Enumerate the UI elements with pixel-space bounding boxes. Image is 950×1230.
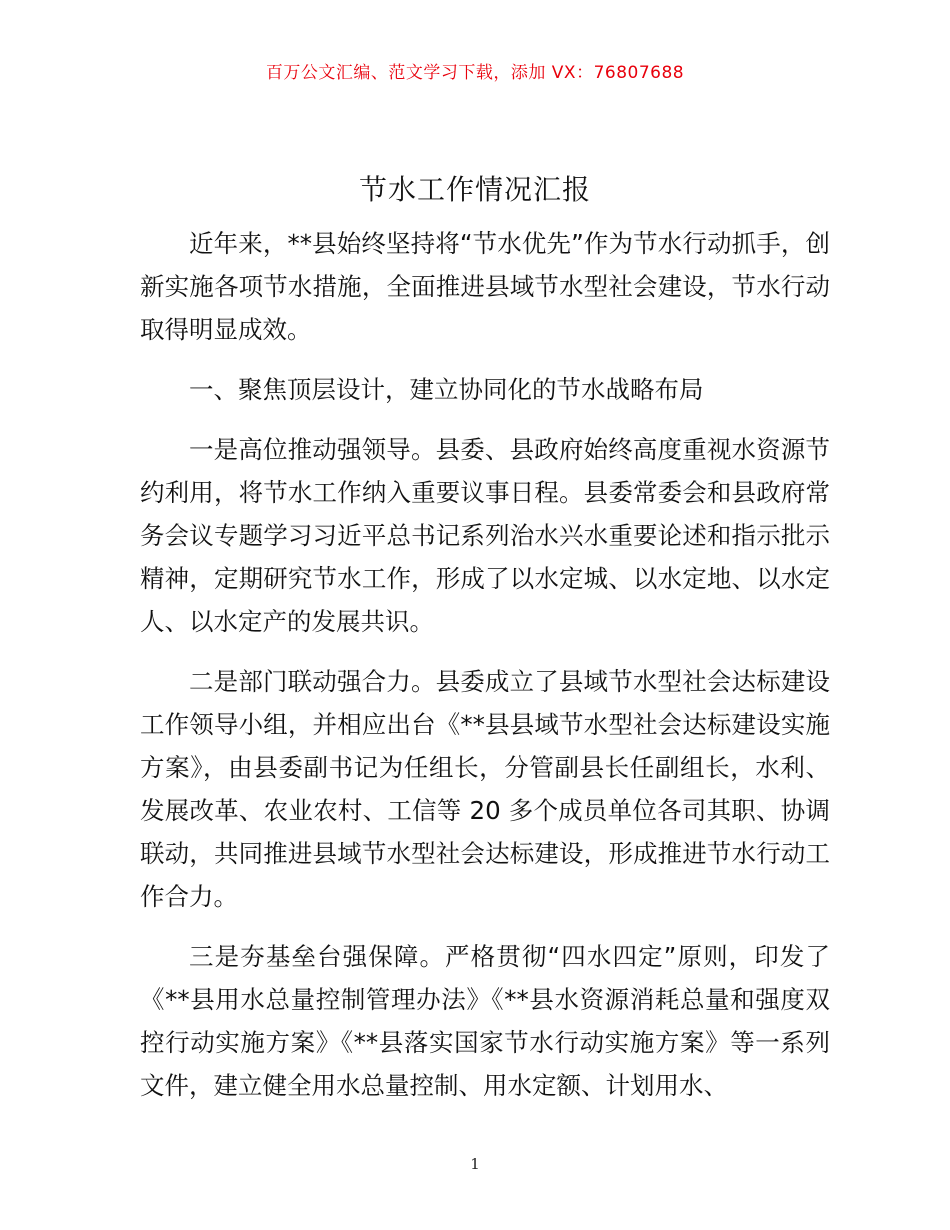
header-note: 百万公文汇编、范文学习下载，添加 VX：76807688 bbox=[265, 63, 685, 83]
section-heading: 一、聚焦顶层设计，建立协同化的节水战略布局 bbox=[189, 375, 704, 404]
document-body bbox=[140, 222, 830, 1124]
paragraph-coordination: 二是部门联动强合力。县委成立了县域节水型社会达标建设工作领导小组，并相应出台《**县县域节水型社会达标建设实施方案》，由县委副书记为任组长，分管副县长任副组长，水利、发展改革、农业农村、工信等 20 多个成员单位各司其职、协调联动，共同推进县域节水型社会达标建设，形成推进节水行动工作合力。 bbox=[140, 667, 830, 911]
paragraph-safeguards: 三是夯基垒台强保障。严格贯彻“四水四定”原则，印发了《**县用水总量控制管理办法》《**县水资源消耗总量和强度双控行动实施方案》《**县落实国家节水行动实施方案》等一系列文件，建立健全用水总量控制、用水定额、计划用水、 bbox=[140, 942, 830, 1100]
paragraph-intro: 近年来，**县始终坚持将“节水优先”作为节水行动抓手，创新实施各项节水措施，全面推进县域节水型社会建设，节水行动取得明显成效。 bbox=[140, 229, 830, 344]
page-number: 1 bbox=[470, 1155, 480, 1173]
paragraph-leadership: 一是高位推动强领导。县委、县政府始终高度重视水资源节约利用，将节水工作纳入重要议事日程。县委常委会和县政府常务会议专题学习习近平总书记系列治水兴水重要论述和指示批示精神，定期研究节水工作，形成了以水定城、以水定地、以水定人、以水定产的发展共识。 bbox=[140, 435, 830, 636]
document-title: 节水工作情况汇报 bbox=[358, 173, 591, 206]
